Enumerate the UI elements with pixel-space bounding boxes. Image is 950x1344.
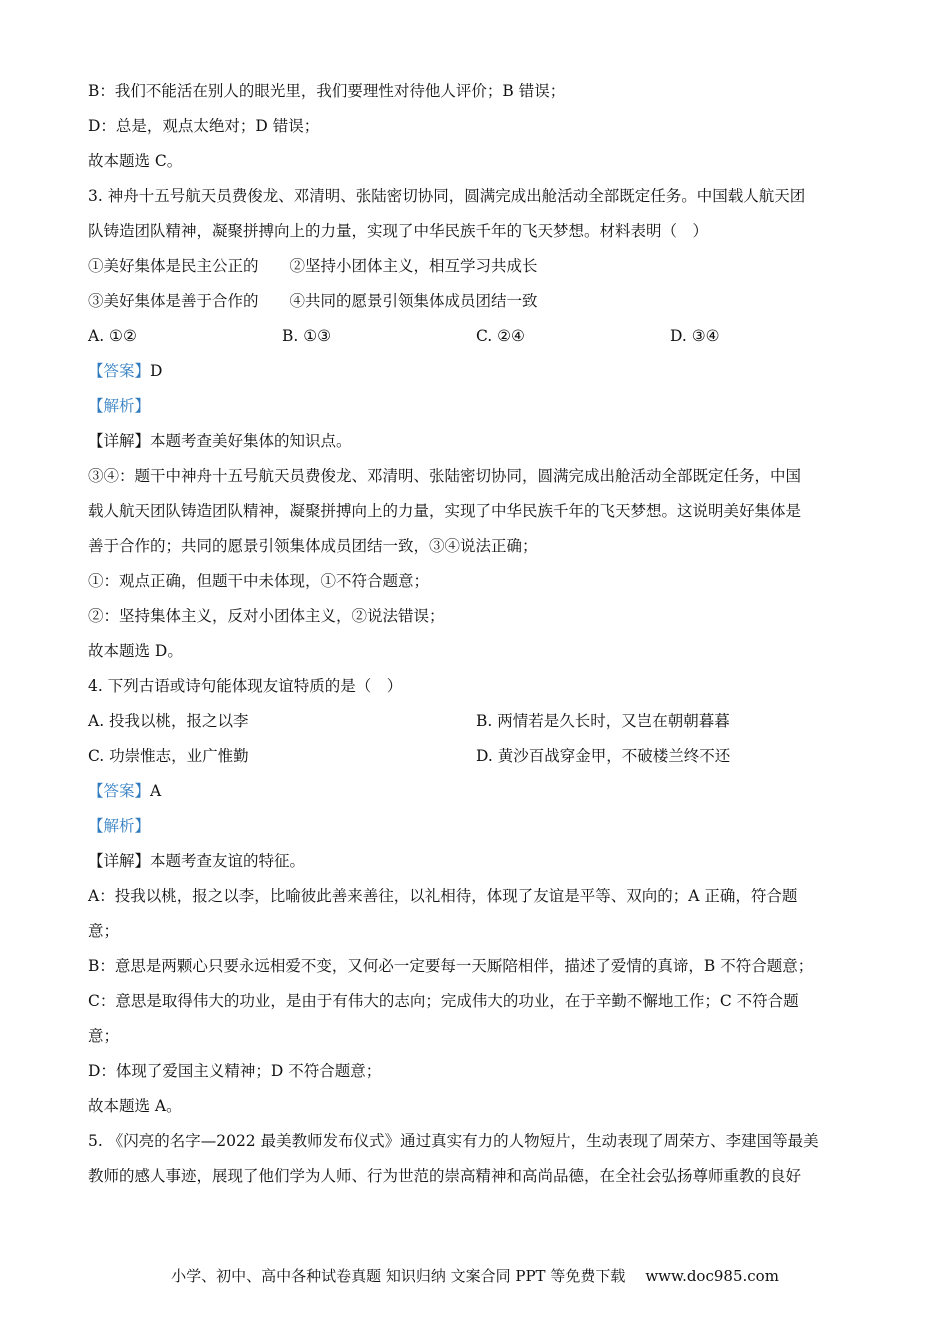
question-4-choices: [88, 739, 868, 774]
text-line: D：体现了爱国主义精神；D 不符合题意；: [88, 1062, 382, 1080]
choice-d: D. ③④: [670, 327, 720, 345]
detail-line: [88, 424, 868, 459]
question-3-stem: 3. 神舟十五号航天员费俊龙、邓清明、张陆密切协同，圆满完成出舱活动全部既定任务。中国载人航天团: [88, 187, 806, 205]
answer-line: [88, 774, 868, 809]
choice-b: B. 两情若是久长时，又岂在朝朝暮暮: [476, 712, 730, 730]
question-4-choices: [88, 704, 868, 739]
choice-d: D. 黄沙百战穿金甲，不破楼兰终不还: [476, 747, 731, 765]
detail-intro: 本题考查友谊的特征。: [150, 852, 306, 870]
text-line: C：意思是取得伟大的功业，是由于有伟大的志向；完成伟大的功业，在于辛勤不懈地工作；C 不符合题: [88, 992, 799, 1010]
question-3-statements: ③美好集体是善于合作的 ④共同的愿景引领集体成员团结一致: [88, 292, 538, 310]
detail-line: [88, 844, 868, 879]
answer-line: [88, 354, 868, 389]
question-4-stem: 4. 下列古语或诗句能体现友谊特质的是（ ）: [88, 677, 403, 695]
text-line: 故本题选 D。: [88, 642, 183, 660]
text-line: 载人航天团队铸造团队精神，凝聚拼搏向上的力量，实现了中华民族千年的飞天梦想。这说明美好集体是: [88, 502, 802, 520]
question-3-choices: [88, 319, 868, 354]
text-line: D：总是，观点太绝对；D 错误；: [88, 117, 320, 135]
text-line: ②：坚持集体主义，反对小团体主义，②说法错误；: [88, 607, 445, 625]
footer-text: 小学、初中、高中各种试卷真题 知识归纳 文案合同 PPT 等免费下载: [171, 1267, 626, 1285]
question-3-stem: 队铸造团队精神，凝聚拼搏向上的力量，实现了中华民族千年的飞天梦想。材料表明（ ）: [88, 222, 709, 240]
choice-a: A. ①②: [88, 327, 137, 345]
text-line: 善于合作的；共同的愿景引领集体成员团结一致，③④说法正确；: [88, 537, 538, 555]
question-3-statements: ①美好集体是民主公正的 ②坚持小团体主义，相互学习共成长: [88, 257, 538, 275]
text-line: A：投我以桃，报之以李，比喻彼此善来善往，以礼相待，体现了友谊是平等、双向的；A 正确，符合题: [88, 887, 798, 905]
answer-tag: 【答案】: [88, 362, 151, 380]
text-line: B：意思是两颗心只要永远相爱不变，又何必一定要每一天厮陪相伴，描述了爱情的真谛，B 不符合题意；: [88, 957, 814, 975]
document-body: [88, 74, 868, 1194]
choice-b: B. ①③: [282, 327, 332, 345]
choice-a: A. 投我以桃，报之以李: [88, 712, 249, 730]
text-line: B：我们不能活在别人的眼光里，我们要理性对待他人评价；B 错误；: [88, 82, 566, 100]
text-line: 故本题选 A。: [88, 1097, 182, 1115]
footer-url: www.doc985.com: [645, 1267, 779, 1285]
question-5-stem: 教师的感人事迹，展现了他们学为人师、行为世范的崇高精神和高尚品德，在全社会弘扬尊师重教的良好: [88, 1167, 802, 1185]
detail-tag: 【详解】: [88, 852, 151, 870]
choice-c: C. ②④: [476, 327, 525, 345]
text-line: ③④：题干中神舟十五号航天员费俊龙、邓清明、张陆密切协同，圆满完成出舱活动全部既定任务，中国: [88, 467, 802, 485]
answer-value: D: [150, 362, 163, 380]
answer-tag: 【答案】: [88, 782, 151, 800]
page-footer: [0, 1265, 950, 1286]
question-5-stem: 5. 《闪亮的名字—2022 最美教师发布仪式》通过真实有力的人物短片，生动表现了周荣方、李建国等最美: [88, 1132, 819, 1150]
analysis-line: [88, 809, 868, 844]
analysis-tag: 【解析】: [88, 397, 151, 415]
analysis-line: [88, 389, 868, 424]
text-line: ①：观点正确，但题干中未体现，①不符合题意；: [88, 572, 430, 590]
detail-tag: 【详解】: [88, 432, 151, 450]
text-line: 故本题选 C。: [88, 152, 183, 170]
answer-value: A: [150, 782, 162, 800]
text-line: 意；: [88, 922, 120, 940]
text-line: 意；: [88, 1027, 120, 1045]
detail-intro: 本题考查美好集体的知识点。: [150, 432, 352, 450]
choice-c: C. 功崇惟志，业广惟勤: [88, 747, 249, 765]
analysis-tag: 【解析】: [88, 817, 151, 835]
